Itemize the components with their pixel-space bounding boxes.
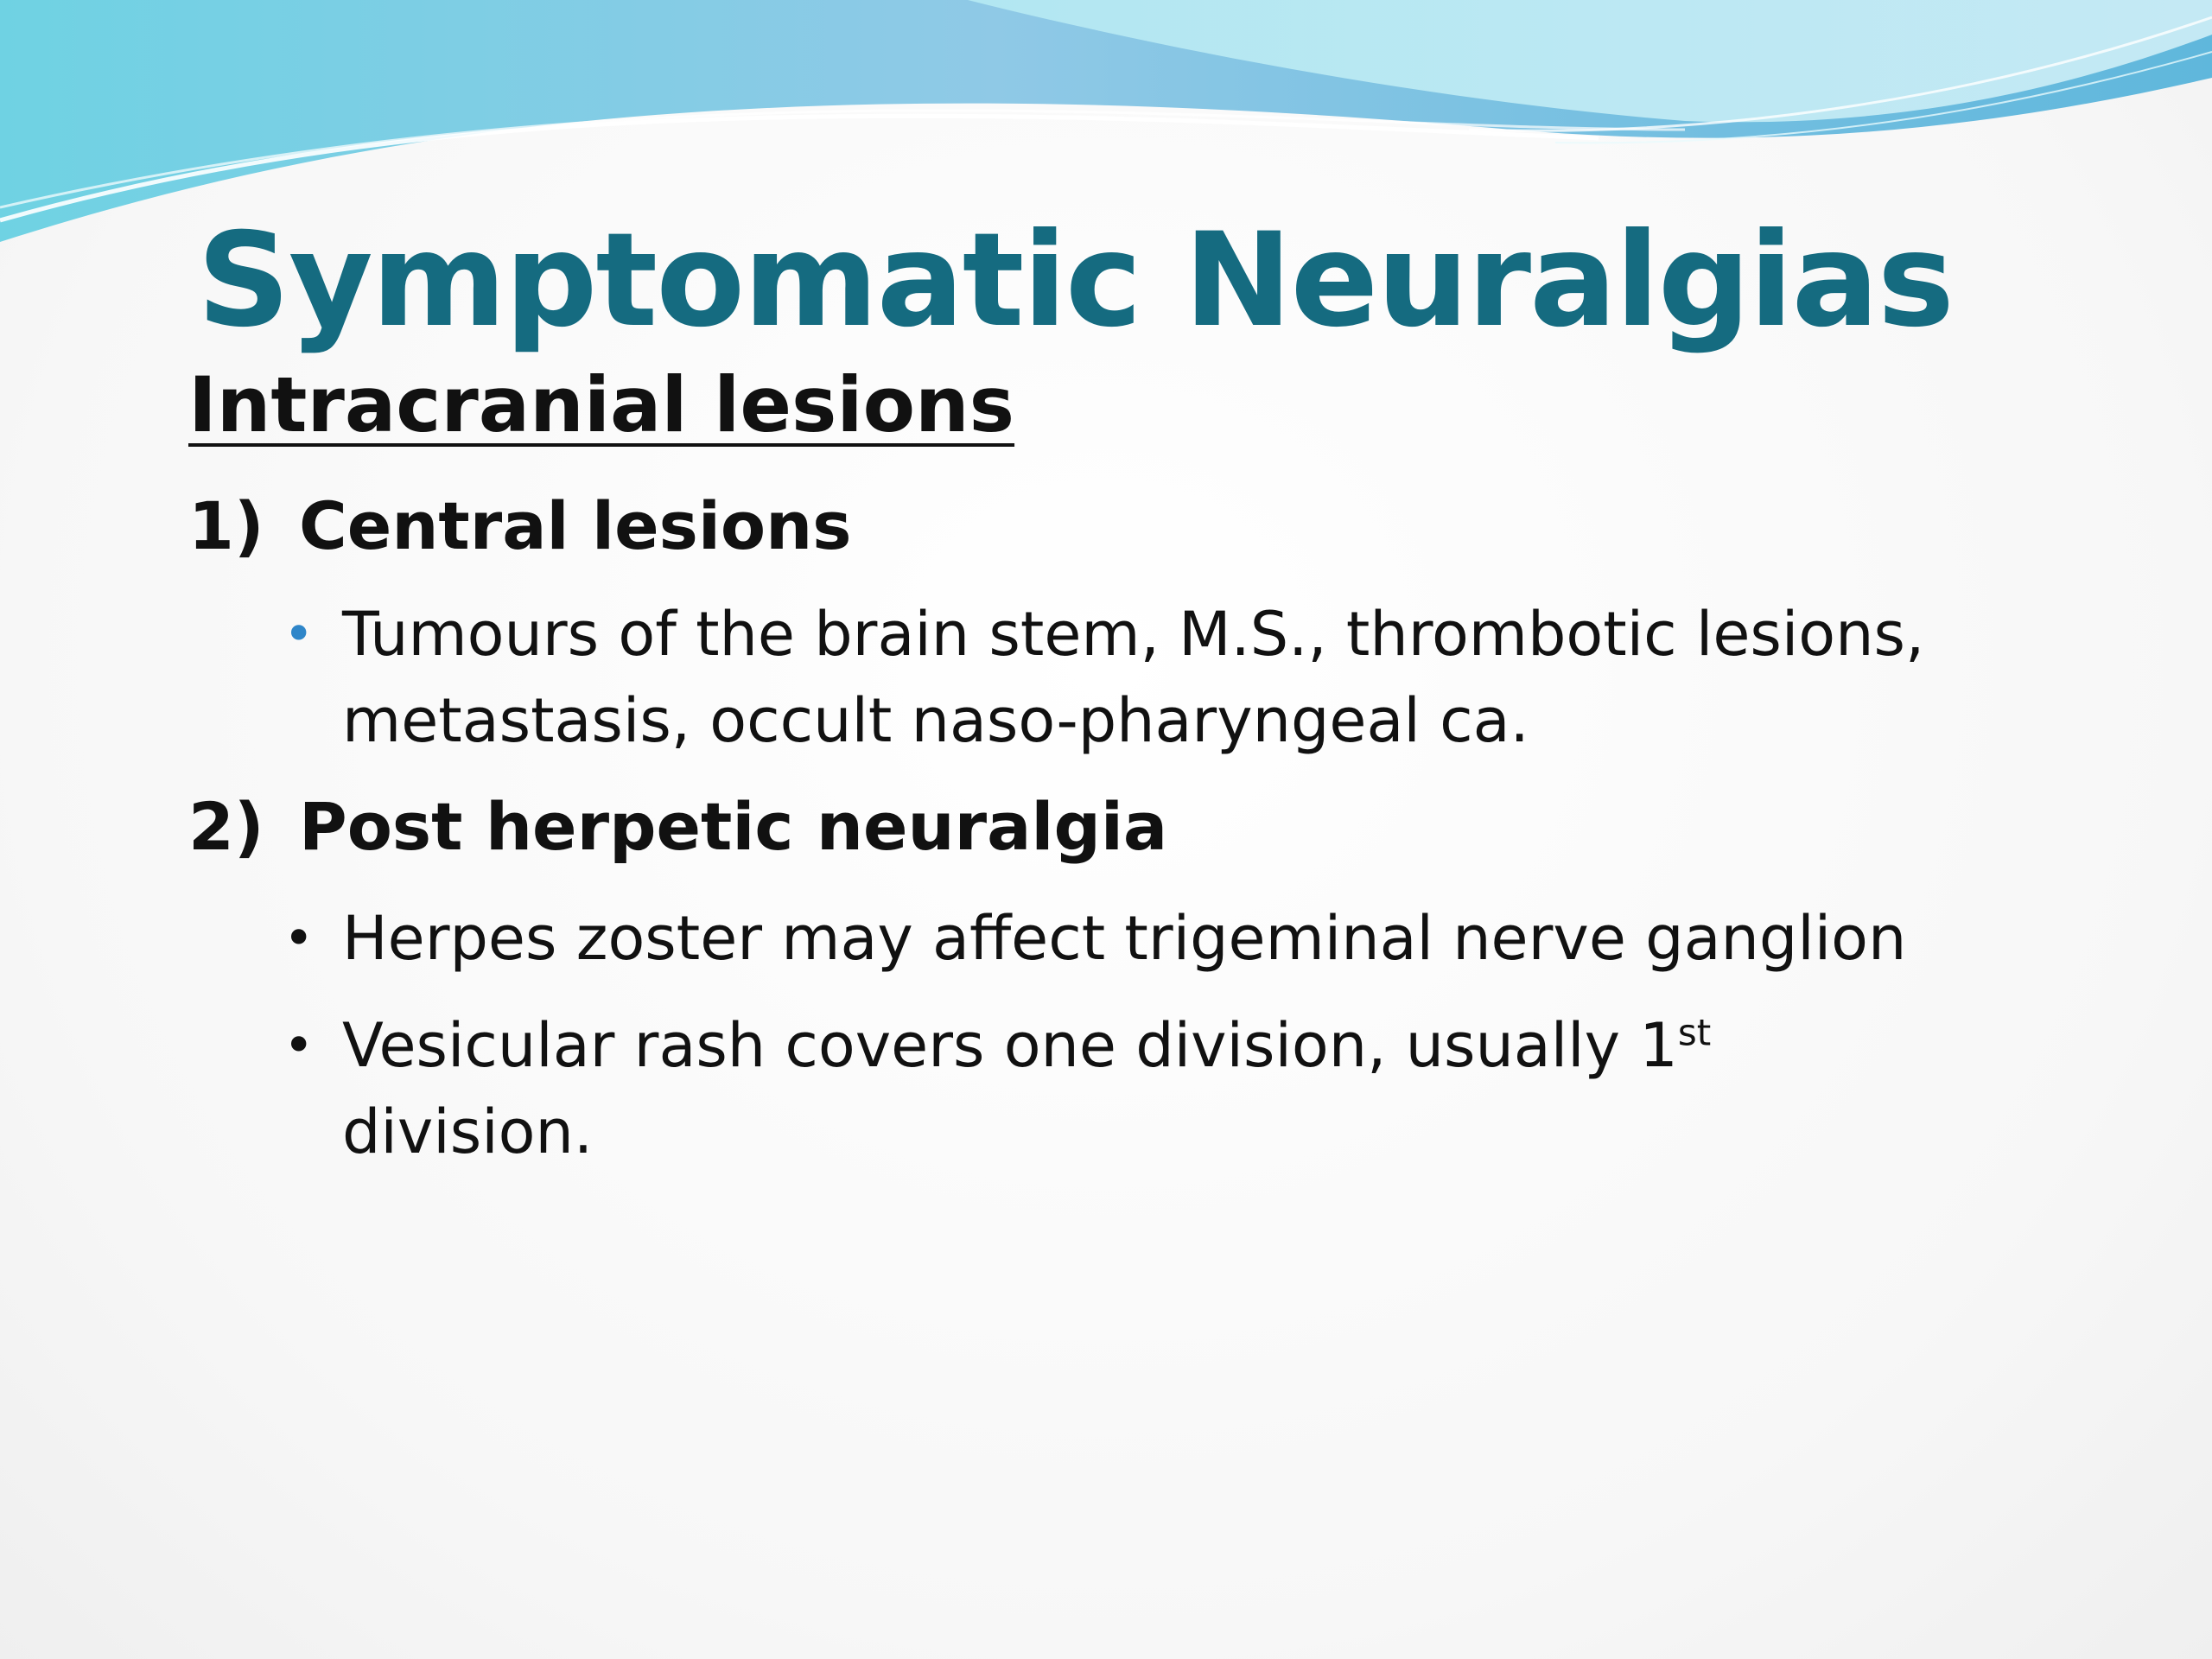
bullet-dot-icon: • <box>283 1015 315 1076</box>
section-number: 1) <box>188 487 264 564</box>
section-heading-central-lesions <box>188 488 851 563</box>
slide-subtitle: Intracranial lesions <box>188 360 1015 449</box>
bullet-dot-icon: • <box>283 604 315 664</box>
bullet-text: Tumours of the brain stem, M.S., thrombotic lesions, metastasis, occult naso-pharyngeal ca. <box>342 599 1925 756</box>
bullet-dot-icon: • <box>283 908 315 969</box>
bullet-text: Herpes zoster may affect trigeminal nerve ganglion <box>342 903 1907 974</box>
section-number: 2) <box>188 788 264 865</box>
bullet-item <box>283 1002 2027 1175</box>
superscript-ordinal: st <box>1677 1011 1712 1054</box>
section-heading-post-herpetic-neuralgia <box>188 789 1167 864</box>
bullet-text: Vesicular rash covers one division, usually 1 <box>342 1010 1678 1081</box>
bullet-text-continuation: division. <box>342 1096 594 1167</box>
slide-title: Symptomatic Neuralgias <box>197 206 1953 356</box>
bullet-item <box>283 895 2027 982</box>
bullet-item <box>283 591 2027 764</box>
section-heading-text: Central lesions <box>299 487 852 564</box>
section-heading-text: Post herpetic neuralgia <box>299 788 1168 865</box>
